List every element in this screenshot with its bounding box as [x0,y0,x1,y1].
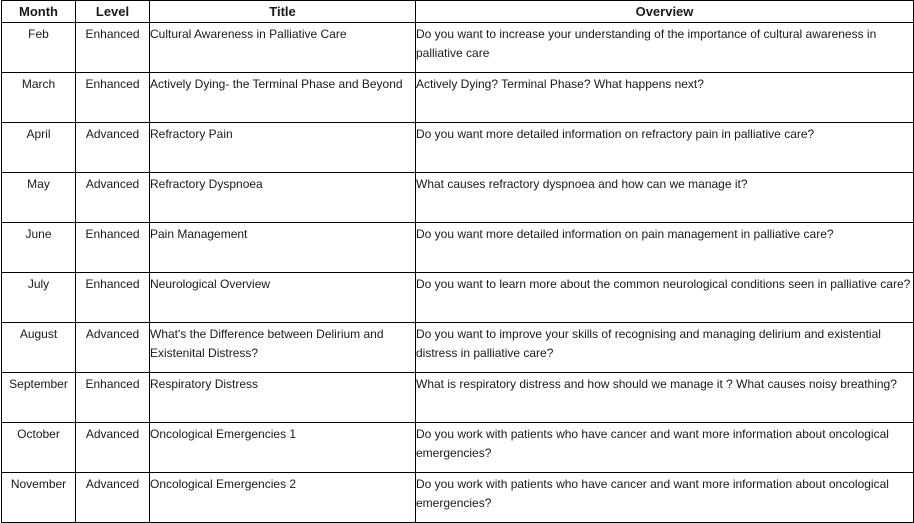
table-row [2,223,914,273]
cell-overview: What causes refractory dyspnoea and how can we manage it? [416,173,914,223]
cell-title: Refractory Dyspnoea [150,173,416,223]
cell-overview: Do you work with patients who have cancer and want more information about oncological emergencies? [416,423,914,473]
table-header [2,1,914,23]
cell-overview: Do you work with patients who have cancer and want more information about oncological emergencies? [416,473,914,523]
cell-month: July [2,273,76,323]
cell-level: Advanced [76,323,150,373]
cell-level: Enhanced [76,223,150,273]
header-title: Title [150,1,416,23]
cell-title: What's the Difference between Delirium and Existenital Distress? [150,323,416,373]
cell-level: Enhanced [76,273,150,323]
cell-overview: Do you want to learn more about the common neurological conditions seen in palliative care? [416,273,914,323]
cell-level: Advanced [76,473,150,523]
table-row [2,173,914,223]
cell-month: November [2,473,76,523]
cell-overview: Do you want more detailed information on refractory pain in palliative care? [416,123,914,173]
cell-month: August [2,323,76,373]
table-row [2,73,914,123]
cell-month: September [2,373,76,423]
cell-month: Feb [2,23,76,73]
cell-overview: Do you want to improve your skills of recognising and managing delirium and existential distress in palliative care? [416,323,914,373]
table-row [2,23,914,73]
course-schedule-table [1,0,914,523]
cell-title: Oncological Emergencies 1 [150,423,416,473]
header-overview: Overview [416,1,914,23]
cell-level: Advanced [76,123,150,173]
cell-level: Enhanced [76,373,150,423]
header-level: Level [76,1,150,23]
table-row [2,123,914,173]
table-row [2,323,914,373]
cell-level: Enhanced [76,23,150,73]
cell-overview: Actively Dying? Terminal Phase? What happens next? [416,73,914,123]
cell-level: Advanced [76,423,150,473]
cell-month: May [2,173,76,223]
cell-month: April [2,123,76,173]
table-row [2,423,914,473]
table-body [2,23,914,523]
cell-title: Respiratory Distress [150,373,416,423]
cell-overview: What is respiratory distress and how should we manage it ? What causes noisy breathing? [416,373,914,423]
cell-title: Actively Dying- the Terminal Phase and Beyond [150,73,416,123]
cell-overview: Do you want to increase your understanding of the importance of cultural awareness in palliative care [416,23,914,73]
header-row [2,1,914,23]
cell-month: March [2,73,76,123]
cell-title: Oncological Emergencies 2 [150,473,416,523]
table-row [2,373,914,423]
cell-overview: Do you want more detailed information on pain management in palliative care? [416,223,914,273]
cell-level: Enhanced [76,73,150,123]
table-row [2,273,914,323]
cell-title: Cultural Awareness in Palliative Care [150,23,416,73]
cell-month: June [2,223,76,273]
cell-title: Neurological Overview [150,273,416,323]
cell-month: October [2,423,76,473]
table-row [2,473,914,523]
header-month: Month [2,1,76,23]
cell-level: Advanced [76,173,150,223]
cell-title: Pain Management [150,223,416,273]
cell-title: Refractory Pain [150,123,416,173]
